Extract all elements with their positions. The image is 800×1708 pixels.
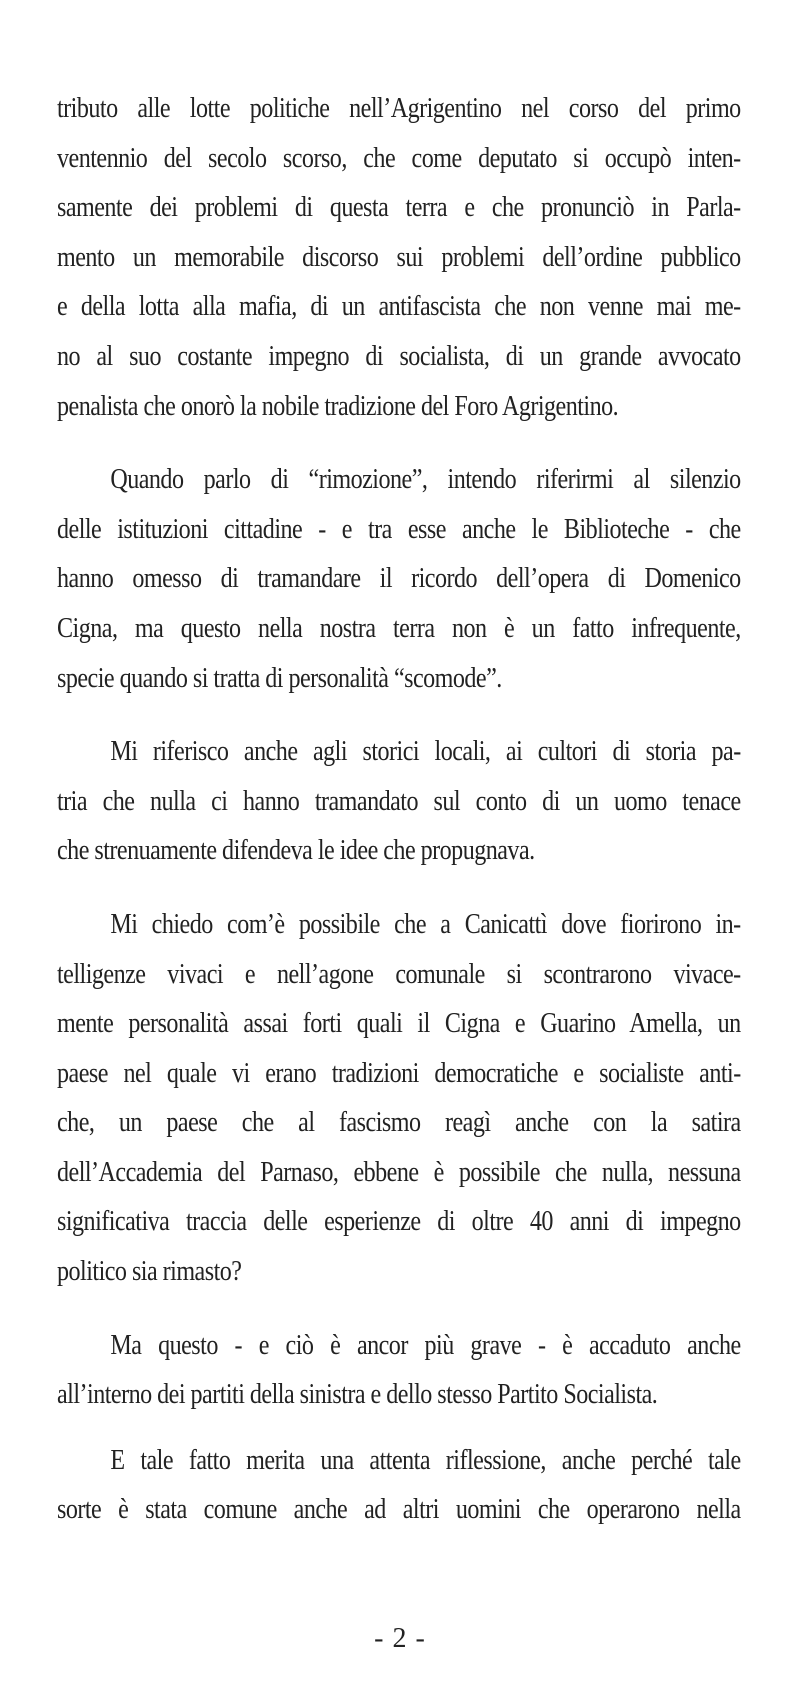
text-line: Cigna, ma questo nella nostra terra non è un fatto infrequente,	[57, 612, 741, 644]
paragraph-gap	[57, 703, 741, 727]
text-line: samente dei problemi di questa terra e che pronunciò in Parla-	[57, 192, 741, 224]
paragraph-2	[57, 455, 741, 703]
text-line: ventennio del secolo scorso, che come deputato si occupò inten-	[57, 142, 741, 174]
paragraph-1	[57, 84, 741, 431]
text-line: specie quando si tratta di personalità “scomode”.	[57, 662, 502, 694]
text-line: che strenuamente difendeva le idee che propugnava.	[57, 835, 535, 867]
text-line: paese nel quale vi erano tradizioni democratiche e socialiste anti-	[57, 1057, 741, 1089]
text-line: politico sia rimasto?	[57, 1256, 242, 1288]
text-line: Quando parlo di “rimozione”, intendo riferirmi al silenzio	[110, 464, 741, 496]
paragraph-5	[57, 1321, 741, 1420]
page-number: - 2 -	[374, 1623, 426, 1654]
text-line: all’interno dei partiti della sinistra e dello stesso Partito Socialista.	[57, 1379, 658, 1411]
text-line: che, un paese che al fascismo reagì anche con la satira	[57, 1107, 741, 1139]
paragraph-gap	[57, 431, 741, 455]
paragraph-3	[57, 727, 741, 876]
paragraph-gap	[57, 876, 741, 900]
text-line: e della lotta alla mafia, di un antifascista che non venne mai me-	[57, 291, 741, 323]
text-line: dell’Accademia del Parnaso, ebbene è possibile che nulla, nessuna	[57, 1156, 741, 1188]
text-line: telligenze vivaci e nell’agone comunale si scontrarono vivace-	[57, 958, 741, 990]
text-line: tria che nulla ci hanno tramandato sul conto di un uomo tenace	[57, 785, 741, 817]
text-line: Mi riferisco anche agli storici locali, ai cultori di storia pa-	[110, 736, 741, 768]
text-line: significativa traccia delle esperienze di oltre 40 anni di impegno	[57, 1206, 741, 1238]
paragraph-6	[57, 1436, 741, 1535]
text-line: mente personalità assai forti quali il Cigna e Guarino Amella, un	[57, 1008, 741, 1040]
page-body	[57, 84, 741, 1535]
paragraph-gap	[57, 1420, 741, 1436]
text-line: Ma questo - e ciò è ancor più grave - è accaduto anche	[110, 1329, 741, 1361]
text-line: hanno omesso di tramandare il ricordo dell’opera di Domenico	[57, 563, 741, 595]
text-line: no al suo costante impegno di socialista, di un grande avvocato	[57, 340, 741, 372]
text-line: delle istituzioni cittadine - e tra esse anche le Biblioteche - che	[57, 513, 741, 545]
paragraph-gap	[57, 1297, 741, 1321]
text-line: tributo alle lotte politiche nell’Agrigentino nel corso del primo	[57, 93, 741, 124]
text-line: sorte è stata comune anche ad altri uomini che operarono nella	[57, 1494, 741, 1526]
text-line: E tale fatto merita una attenta riflessione, anche perché tale	[110, 1444, 741, 1476]
text-line: penalista che onorò la nobile tradizione del Foro Agrigentino.	[57, 390, 619, 422]
text-line: Mi chiedo com’è possibile che a Canicattì dove fiorirono in-	[110, 908, 741, 940]
text-line: mento un memorabile discorso sui problemi dell’ordine pubblico	[57, 241, 741, 273]
paragraph-4	[57, 900, 741, 1297]
